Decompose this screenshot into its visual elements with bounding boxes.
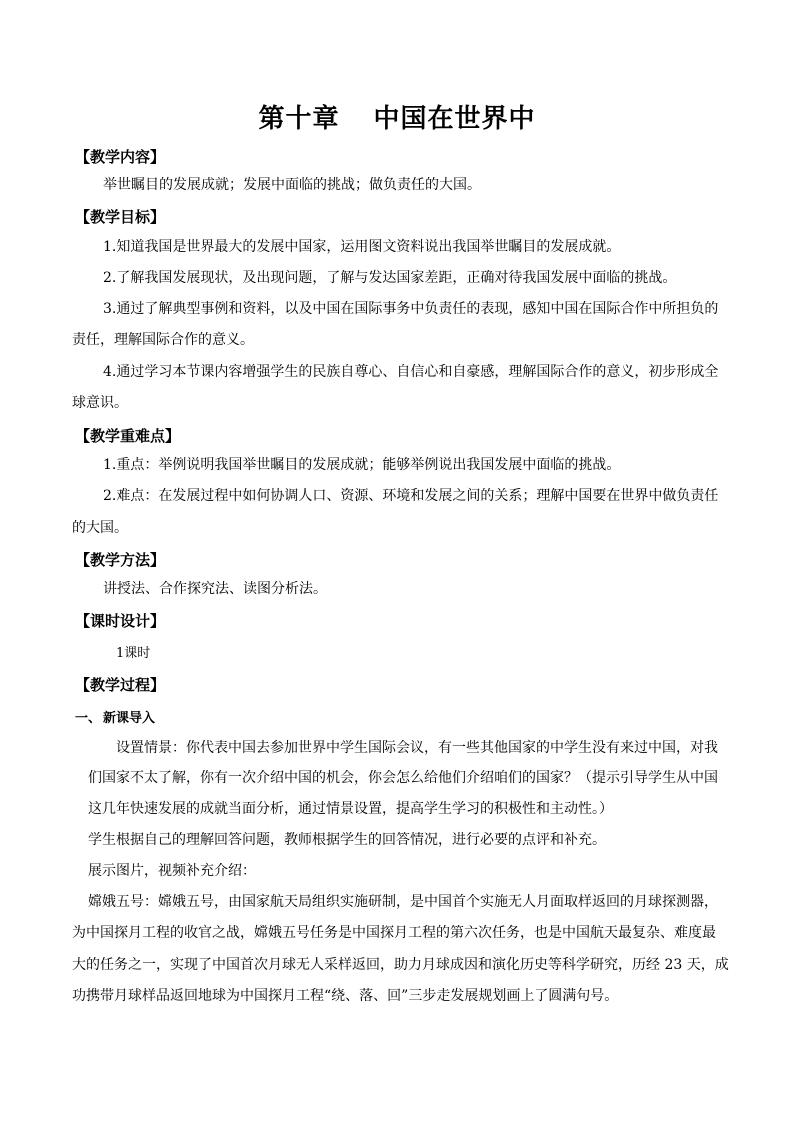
schedule-line: 1课时 [116,646,151,661]
heading-content: 【教学内容】 [75,148,166,166]
title-name: 中国在世界中 [373,104,536,134]
content-line: 举世瞩目的发展成就；发展中面临的挑战；做负责任的大国。 [103,177,481,193]
process-line: 嫦娥五号：嫦娥五号，由国家航天局组织实施研制，是中国首个实施无人月面取样返回的月球探测器， [88,894,718,910]
process-line: 大的任务之一，实现了中国首次月球无人采样返回，助力月球成因和演化历史等科学研究，历经 23 天，成 [72,957,729,973]
objective-line: 球意识。 [72,395,128,411]
objective-line: 责任，理解国际合作的意义。 [72,332,254,348]
process-line: 们国家不太了解，你有一次介绍中国的机会，你会怎么给他们介绍咱们的国家？（提示引导学生从中国 [88,770,718,786]
process-line: 设置情景：你代表中国去参加世界中学生国际会议，有一些其他国家的中学生没有来过中国，对我 [116,740,718,756]
heading-schedule: 【课时设计】 [75,612,166,630]
key-point-line: 2.难点：在发展过程中如何协调人口、资源、环境和发展之间的关系；理解中国要在世界中做负责任 [103,488,719,504]
subsection-title: 新课导入 [103,711,156,726]
heading-process: 【教学过程】 [75,676,166,694]
process-line: 为中国探月工程的收官之战，嫦娥五号任务是中国探月工程的第六次任务，也是中国航天最复杂、难度最 [72,925,716,941]
process-line: 功携带月球样品返回地球为中国探月工程“绕、落、回”三步走发展规划画上了圆满句号。 [72,988,619,1004]
key-point-line: 1.重点：举例说明我国举世瞩目的发展成就；能够举例说出我国发展中面临的挑战。 [103,457,621,473]
objective-line: 1.知道我国是世界最大的发展中国家，运用图文资料说出我国举世瞩目的发展成就。 [103,239,621,255]
key-point-line: 的大国。 [72,520,128,536]
process-line: 学生根据自己的理解回答问题，教师根据学生的回答情况，进行必要的点评和补充。 [88,832,606,848]
method-line: 讲授法、合作探究法、读图分析法。 [103,581,327,597]
page-title [0,98,794,135]
heading-key-points: 【教学重难点】 [75,427,181,445]
objective-line: 3.通过了解典型事例和资料，以及中国在国际事务中负责任的表现，感知中国在国际合作中所担负的 [103,301,719,317]
objective-line: 4.通过学习本节课内容增强学生的民族自尊心、自信心和自豪感，理解国际合作的意义，初步形成全 [103,364,719,380]
objective-line: 2.了解我国发展现状，及出现问题，了解与发达国家差距，正确对待我国发展中面临的挑战。 [103,270,677,286]
subsection-intro [75,707,155,726]
process-line: 这几年快速发展的成就当面分析，通过情景设置，提高学生学习的积极性和主动性。） [88,801,613,817]
heading-objectives: 【教学目标】 [75,208,166,226]
subsection-number: 一、 [75,711,102,726]
heading-methods: 【教学方法】 [75,551,166,569]
title-chapter: 第十章 [258,104,340,134]
process-line: 展示图片，视频补充介绍： [88,863,256,879]
